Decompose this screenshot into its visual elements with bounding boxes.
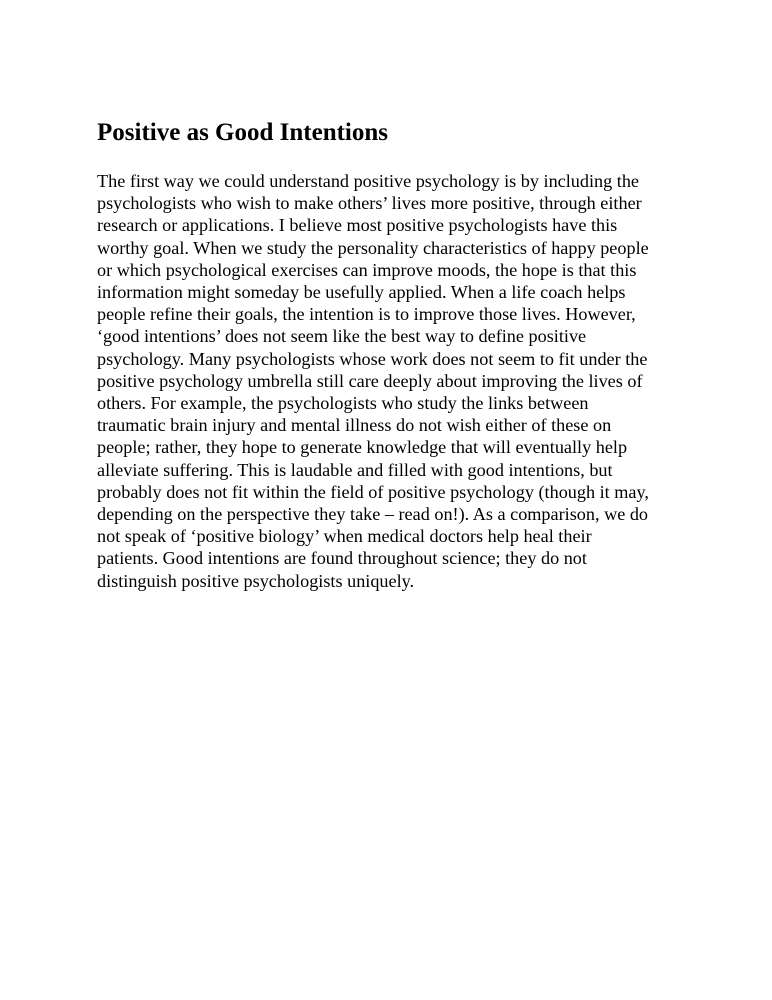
paragraph-line: ‘good intentions’ does not seem like the best way to define positive (97, 326, 587, 347)
paragraph-line: not speak of ‘positive biology’ when medical doctors help heal their (97, 526, 592, 547)
paragraph-line: probably does not fit within the field of positive psychology (though it may, (97, 481, 649, 502)
paragraph-line: positive psychology umbrella still care deeply about improving the lives of (97, 370, 643, 391)
body-paragraph (97, 170, 687, 592)
paragraph-line: The first way we could understand positive psychology is by including the (97, 171, 639, 191)
paragraph-line: alleviate suffering. This is laudable and filled with good intentions, but (97, 459, 613, 480)
paragraph-line: distinguish positive psychologists uniquely. (97, 570, 415, 591)
paragraph-line: depending on the perspective they take – read on!). As a comparison, we do (97, 504, 649, 525)
paragraph-line: or which psychological exercises can improve moods, the hope is that this (97, 259, 637, 280)
paragraph-line: psychologists who wish to make others’ lives more positive, through either (97, 193, 642, 214)
paragraph-line: people refine their goals, the intention is to improve those lives. However, (97, 304, 636, 325)
paragraph-line: worthy goal. When we study the personality characteristics of happy people (97, 237, 649, 258)
paragraph-line: people; rather, they hope to generate knowledge that will eventually help (97, 437, 628, 458)
paragraph-line: information might someday be usefully applied. When a life coach helps (97, 282, 626, 303)
paragraph-line: others. For example, the psychologists who study the links between (97, 393, 589, 414)
paragraph-line: psychology. Many psychologists whose work does not seem to fit under the (97, 348, 648, 369)
paragraph-line: traumatic brain injury and mental illness do not wish either of these on (97, 415, 612, 436)
section-heading: Positive as Good Intentions (97, 119, 389, 146)
paragraph-line: patients. Good intentions are found throughout science; they do not (97, 548, 587, 569)
paragraph-line: research or applications. I believe most positive psychologists have this (97, 215, 618, 236)
